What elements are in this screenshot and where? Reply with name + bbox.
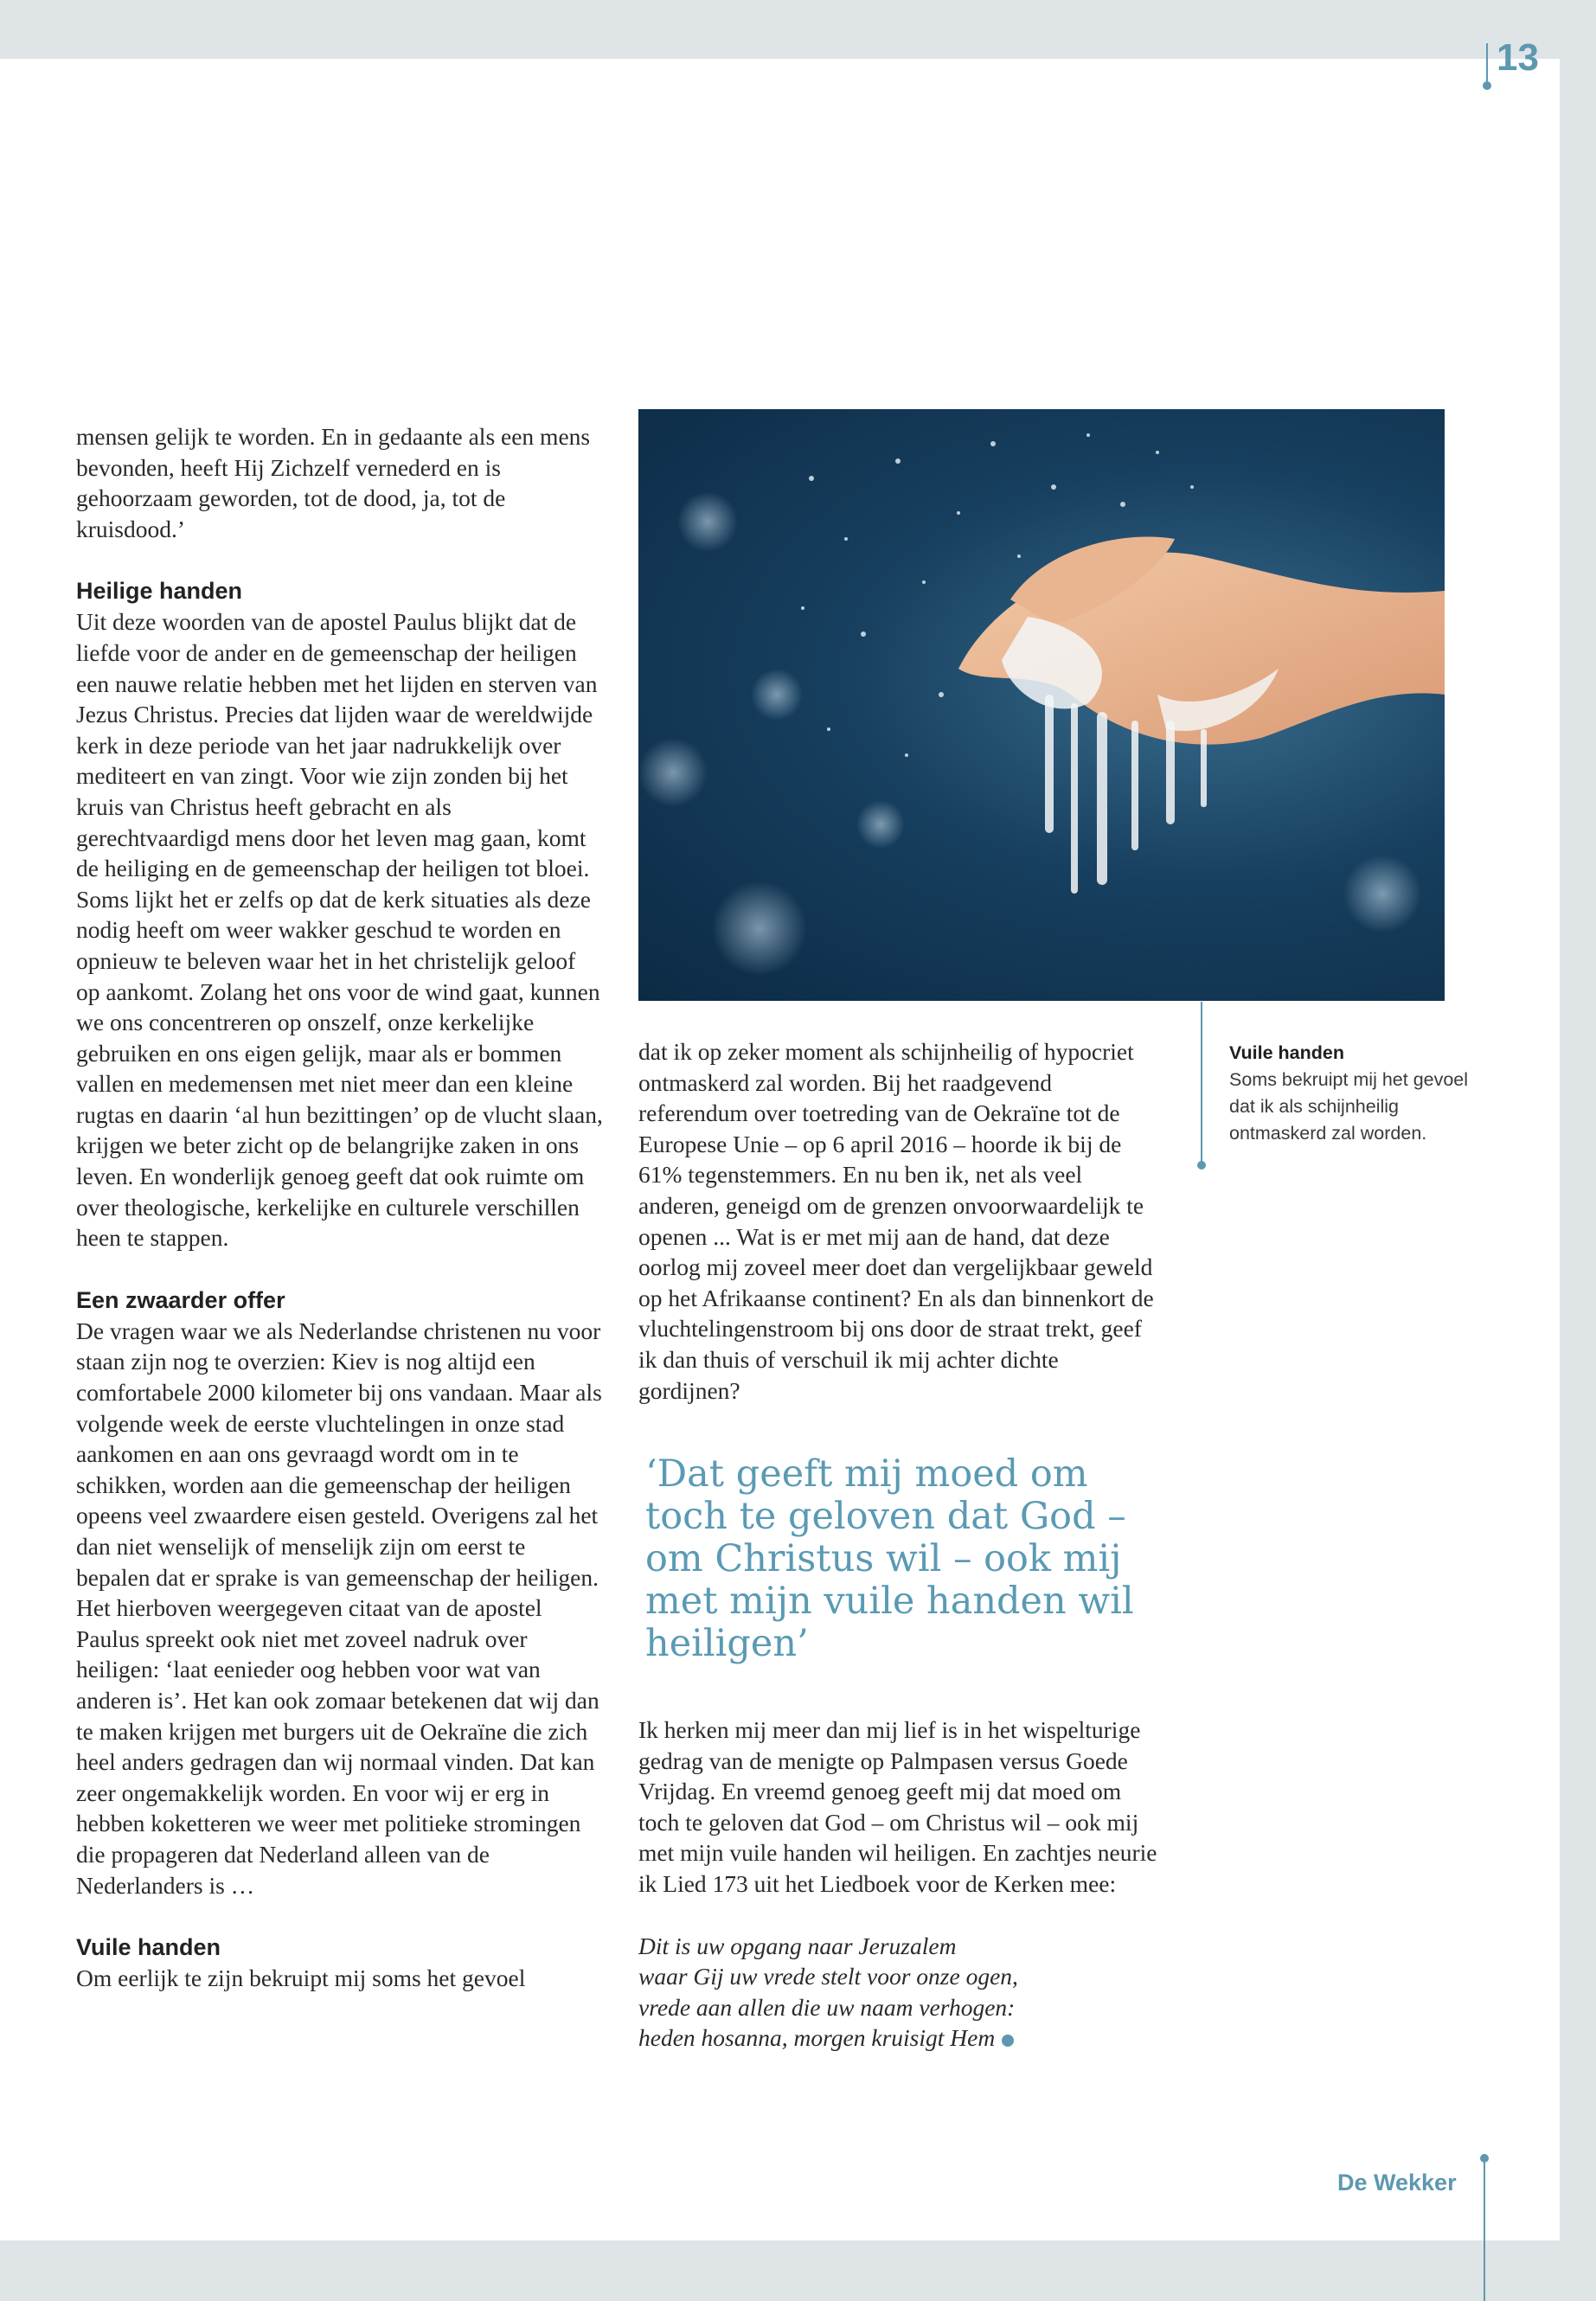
verse-line-3: vrede aan allen die uw naam verhogen: [638, 1993, 1016, 2021]
caption-title: Vuile handen [1229, 1042, 1344, 1063]
footer-rule [1484, 2163, 1485, 2301]
section-heading-heilige-handen: Heilige handen [76, 578, 243, 605]
middle-paragraph-1: dat ik op zeker moment als schijnheilig of hypocriet ontmaskerd zal worden. Bij het raadgevend referendum over toetreding van de Oekraïne tot de Europese Unie – op 6 april 2016 – hoorde ik bij de 61% tegenstemmers. En nu ben ik, net als veel anderen, geneigd om de grenzen onvoorwaardelijk te openen ... Wat is er met mij aan de hand, dat deze oorlog mij zoveel meer doet dan vergelijkbaar geweld op het Afrikaanse continent? En als dan binnenkort de vluchtelingenstroom bij ons door de straat trekt, geef ik dan thuis of verschuil ik mij achter dichte gordijnen? [638, 1038, 1154, 1404]
caption-dot [1197, 1161, 1206, 1170]
pull-quote: ‘Dat geeft mij moed om toch te geloven dat God – om Christus wil – ook mij met mijn vuile handen wil heiligen’ [645, 1452, 1134, 1665]
verse-line-2: waar Gij uw vrede stelt voor onze ogen, [638, 1963, 1018, 1990]
caption-rule [1201, 1002, 1202, 1166]
middle-column-bottom [638, 1715, 1157, 2054]
middle-paragraph-2: Ik herken mij meer dan mij lief is in het wispelturige gedrag van de menigte op Palmpasen versus Goede Vrijdag. En vreemd genoeg geeft mij dat moed om toch te geloven dat God – om Christus wil – ook mij met mijn vuile handen wil heiligen. En zachtjes neurie ik Lied 173 uit het Liedboek voor de Kerken mee: [638, 1716, 1157, 1897]
verse-line-4 [638, 2022, 1157, 2054]
photo-caption [1229, 1040, 1489, 1147]
verse-line-1: Dit is uw opgang naar Jeruzalem [638, 1932, 957, 1959]
hands-washing-illustration [638, 409, 1445, 1001]
verse-line-4-text: heden hosanna, morgen kruisigt Hem [638, 2024, 996, 2052]
section-text-heilige-handen: Uit deze woorden van de apostel Paulus blijkt dat de liefde voor de ander en de gemeenschap der heiligen een nauwe relatie hebben met het lijden en sterven van Jezus Christus. Precies dat lijden waar de wereldwijde kerk in deze periode van het jaar nadrukkelijk over mediteert en van zingt. Voor wie zijn zonden bij het kruis van Christus heeft gebracht en als gerechtvaardigd mens door het leven mag gaan, komt de heiliging en de gemeenschap der heiligen tot bloei. Soms lijkt het er zelfs op dat de kerk situaties als deze nodig heeft om weer wakker geschud te worden en opnieuw te beleven waar het in het christelijk geloof op aankomt. Zolang het ons voor de wind gaat, kunnen we ons concentreren op onszelf, onze kerkelijke gebruiken en ons eigen gelijk, maar als er bommen vallen en medemensen met niet meer dan een kleine rugtas en daarin ‘al hun bezittingen’ op de vlucht slaan, krijgen we beter zicht op de belangrijke zaken in ons leven. En wonderlijk genoeg geeft dat ook ruimte om over theologische, kerkelijke en culturele verschillen heen te stappen. [76, 608, 603, 1252]
page-number-dot [1483, 81, 1491, 90]
middle-column-top [638, 1036, 1157, 1406]
page-number: 13 [1497, 36, 1539, 79]
footer-brand: De Wekker [1337, 2170, 1457, 2195]
hands-washing-image [638, 409, 1445, 1001]
section-heading-vuile-handen: Vuile handen [76, 1934, 221, 1961]
caption-text: Soms bekruipt mij het gevoel dat ik als schijnheilig ontmaskerd zal worden. [1229, 1069, 1469, 1144]
section-heading-een-zwaarder-offer: Een zwaarder offer [76, 1286, 285, 1313]
page-number-rule [1486, 43, 1488, 85]
end-mark-icon [1002, 2035, 1014, 2047]
left-column [76, 421, 604, 1994]
footer-dot [1480, 2154, 1489, 2163]
section-text-vuile-handen: Om eerlijk te zijn bekruipt mij soms het gevoel [76, 1965, 526, 1992]
section-text-een-zwaarder-offer: De vragen waar we als Nederlandse christenen nu voor staan zijn nog te overzien: Kiev is nog altijd een comfortabele 2000 kilometer bij ons vandaan. Maar als volgende week de eerste vluchtelingen in onze stad aankomen en aan ons gevraagd wordt om in te schikken, worden aan die gemeenschap der heiligen opeens veel zwaardere eisen gesteld. Overigens zal het dan niet wenselijk of menselijk zijn om eerst te bepalen dat er sprake is van gemeenschap der heiligen. Het hierboven weergegeven citaat van de apostel Paulus spreekt ook niet met zoveel nadruk over heiligen: ‘laat eenieder oog hebben voor wat van anderen is’. Het kan ook zomaar betekenen dat wij dan te maken krijgen met burgers uit de Oekraïne die zich heel anders gedragen dan wij normaal vinden. Dat kan zeer ongemakkelijk worden. En voor wij er erg in hebben koketteren we weer met politieke stromingen die propageren dat Nederland alleen van de Nederlanders is … [76, 1317, 602, 1899]
intro-paragraph: mensen gelijk te worden. En in gedaante als een mens bevonden, heeft Hij Zichzelf vernederd en is gehoorzaam geworden, tot de dood, ja, tot de kruisdood.’ [76, 423, 591, 542]
